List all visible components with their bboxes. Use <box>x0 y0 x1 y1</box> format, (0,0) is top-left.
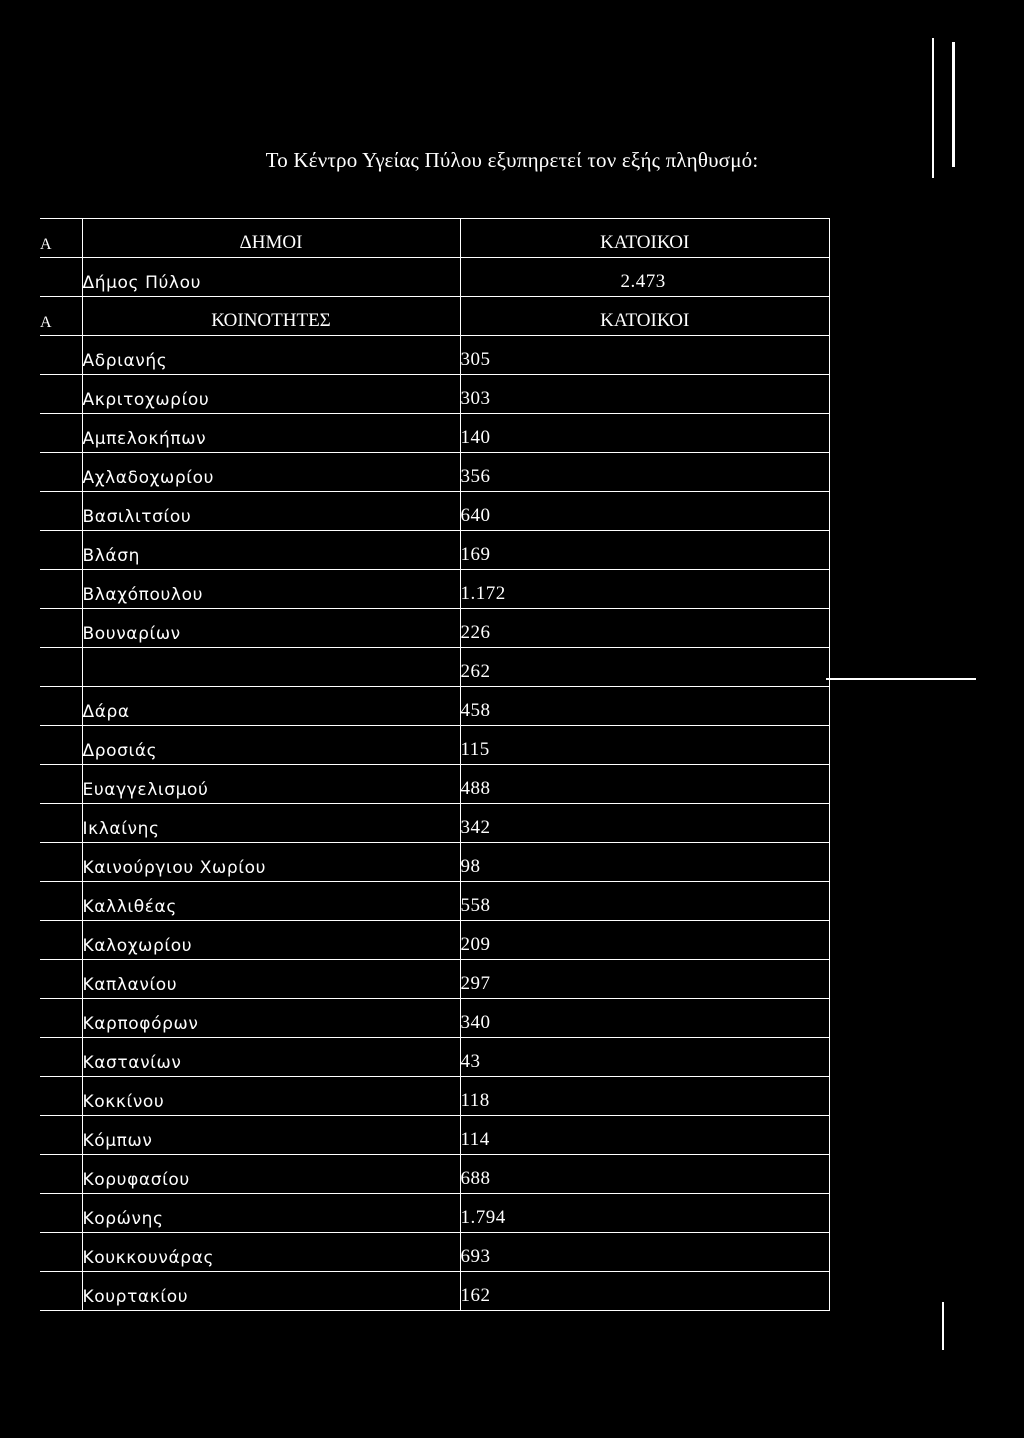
row-value: 458 <box>460 687 830 726</box>
table-row <box>40 1233 830 1272</box>
row-value: 162 <box>460 1272 830 1311</box>
row-name: Ικλαίνης <box>82 804 460 843</box>
table-row <box>40 765 830 804</box>
header-municipalities: ΔΗΜΟΙ <box>82 219 460 258</box>
table-header-municipalities <box>40 219 830 258</box>
row-name: Καπλανίου <box>82 960 460 999</box>
table-extension-line <box>826 678 976 680</box>
row-value: 226 <box>460 609 830 648</box>
row-value: 43 <box>460 1038 830 1077</box>
population-table <box>40 218 830 1311</box>
row-name: Κουκκουνάρας <box>82 1233 460 1272</box>
table-row <box>40 921 830 960</box>
row-name: Βουναρίων <box>82 609 460 648</box>
row-value: 1.172 <box>460 570 830 609</box>
table-row <box>40 609 830 648</box>
row-value: 169 <box>460 531 830 570</box>
table-row <box>40 570 830 609</box>
row-value: 1.794 <box>460 1194 830 1233</box>
header-residents: ΚΑΤΟΙΚΟΙ <box>460 219 830 258</box>
page-title: Το Κέντρο Υγείας Πύλου εξυπηρετεί τον εξής πληθυσμό: <box>265 148 759 172</box>
row-value: 356 <box>460 453 830 492</box>
row-value: 342 <box>460 804 830 843</box>
table-row <box>40 336 830 375</box>
row-name: Βασιλιτσίου <box>82 492 460 531</box>
row-value: 2.473 <box>460 258 830 297</box>
row-value: 693 <box>460 1233 830 1272</box>
table-row <box>40 882 830 921</box>
table-row <box>40 999 830 1038</box>
table-row <box>40 1116 830 1155</box>
column-marker: Α <box>40 297 82 336</box>
table-row <box>40 687 830 726</box>
row-value: 305 <box>460 336 830 375</box>
row-name: Καλλιθέας <box>82 882 460 921</box>
table-row <box>40 804 830 843</box>
row-value: 140 <box>460 414 830 453</box>
table-row <box>40 531 830 570</box>
row-value: 303 <box>460 375 830 414</box>
table-row <box>40 492 830 531</box>
row-value: 558 <box>460 882 830 921</box>
row-name: Καστανίων <box>82 1038 460 1077</box>
table-row <box>40 1038 830 1077</box>
table-row <box>40 648 830 687</box>
row-value: 262 <box>460 648 830 687</box>
header-residents: ΚΑΤΟΙΚΟΙ <box>460 297 830 336</box>
row-name: Κουρτακίου <box>82 1272 460 1311</box>
column-marker: Α <box>40 219 82 258</box>
table-header-communities <box>40 297 830 336</box>
row-name: Αχλαδοχωρίου <box>82 453 460 492</box>
row-name: Δήμος Πύλου <box>82 258 460 297</box>
row-name: Ακριτοχωρίου <box>82 375 460 414</box>
row-value: 340 <box>460 999 830 1038</box>
row-name: Ευαγγελισμού <box>82 765 460 804</box>
table-row <box>40 726 830 765</box>
scan-edge-line <box>942 1302 944 1350</box>
table-row <box>40 960 830 999</box>
row-name: Καλοχωρίου <box>82 921 460 960</box>
table-row <box>40 1077 830 1116</box>
row-name: Αμπελοκήπων <box>82 414 460 453</box>
table-row <box>40 453 830 492</box>
row-name: Κόμπων <box>82 1116 460 1155</box>
header-communities: ΚΟΙΝΟΤΗΤΕΣ <box>82 297 460 336</box>
row-value: 640 <box>460 492 830 531</box>
row-name: Δάρα <box>82 687 460 726</box>
table-row <box>40 1272 830 1311</box>
row-value: 98 <box>460 843 830 882</box>
row-name: Καινούργιου Χωρίου <box>82 843 460 882</box>
table-row <box>40 1194 830 1233</box>
table-row <box>40 843 830 882</box>
table-row <box>40 375 830 414</box>
row-value: 297 <box>460 960 830 999</box>
table-row <box>40 1155 830 1194</box>
row-name: Βλαχόπουλου <box>82 570 460 609</box>
row-name: Κορώνης <box>82 1194 460 1233</box>
table-row <box>40 258 830 297</box>
row-value: 209 <box>460 921 830 960</box>
row-name: Κοκκίνου <box>82 1077 460 1116</box>
row-name: Βλάση <box>82 531 460 570</box>
row-value: 118 <box>460 1077 830 1116</box>
row-name: Κορυφασίου <box>82 1155 460 1194</box>
row-value: 115 <box>460 726 830 765</box>
row-value: 688 <box>460 1155 830 1194</box>
row-name: Καρποφόρων <box>82 999 460 1038</box>
table-row <box>40 414 830 453</box>
row-name: Δροσιάς <box>82 726 460 765</box>
row-name <box>82 648 460 687</box>
row-value: 114 <box>460 1116 830 1155</box>
row-value: 488 <box>460 765 830 804</box>
row-name: Αδριανής <box>82 336 460 375</box>
